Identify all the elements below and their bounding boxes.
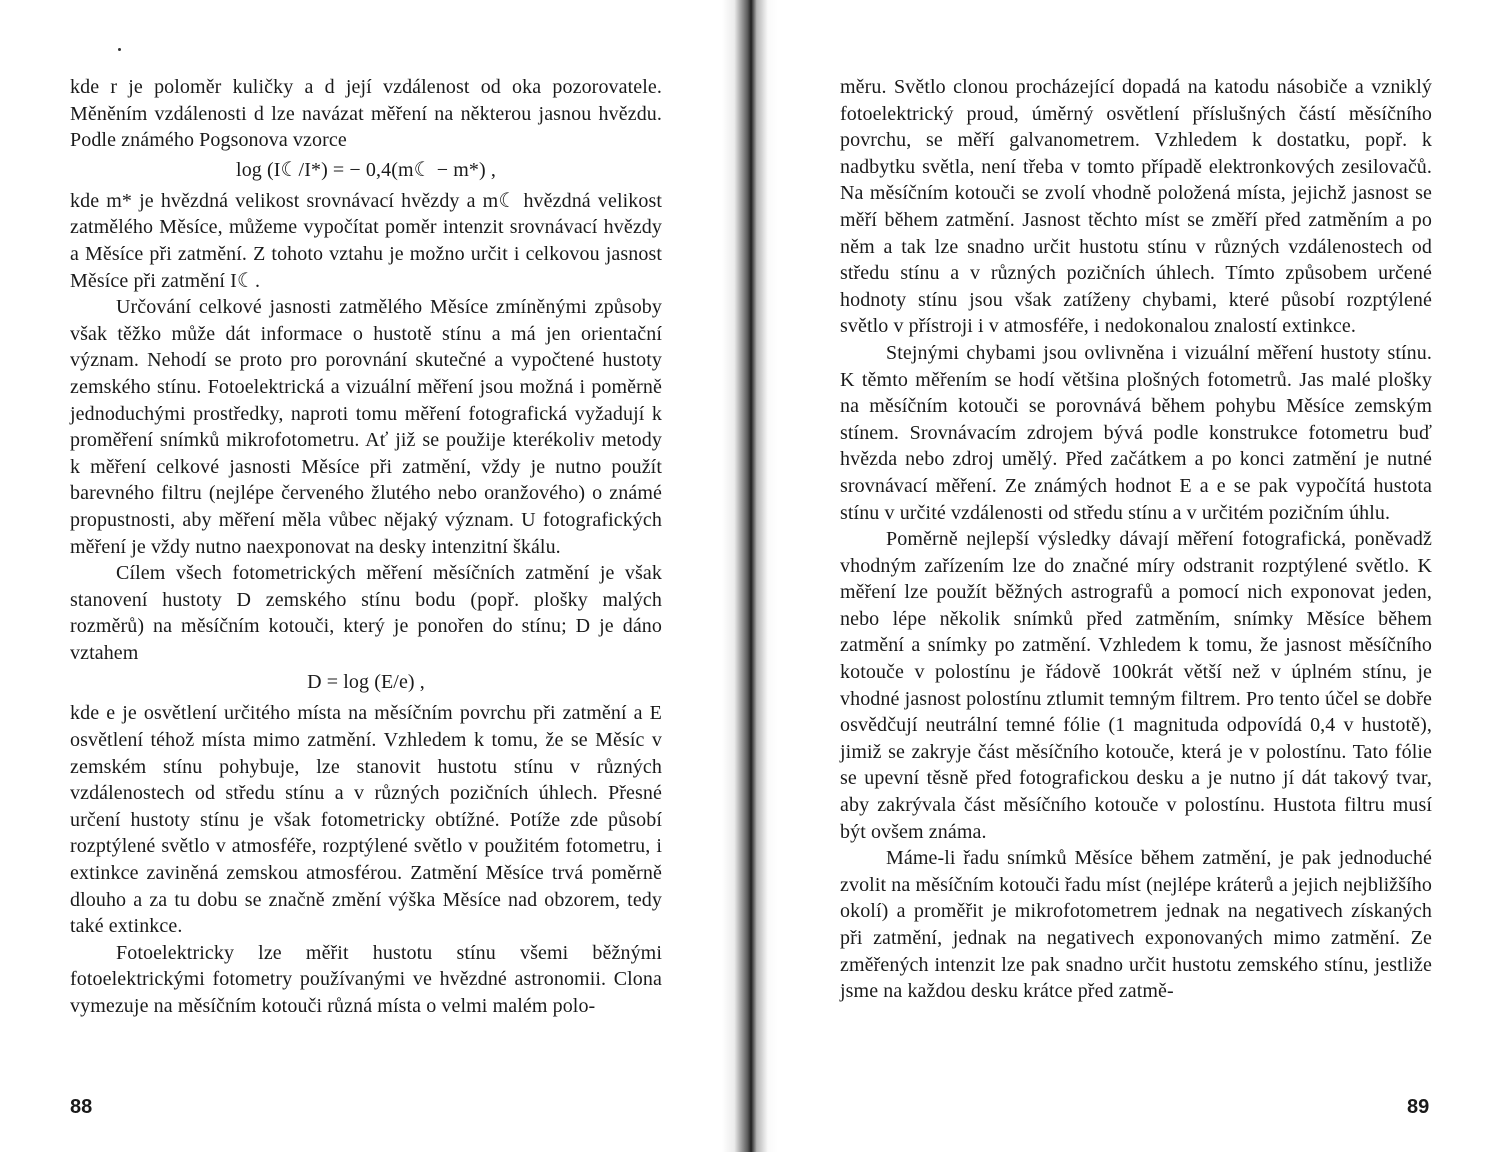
right-page-text: [840, 74, 1432, 1005]
paragraph: Cílem všech fotometrických měření měsíčních zatmění je však stanovení hustoty D zemského stínu bodu (popř. plošky malých rozměrů) na měsíčním kotouči, který je ponořen do stínu; D je dáno vztahem: [70, 562, 662, 664]
left-page-text: [70, 74, 662, 1020]
page-number: 88: [70, 1096, 93, 1118]
pogson-formula: log (I☾/I*) = − 0,4(m☾ − m*) ,: [236, 158, 496, 181]
right-page: [770, 0, 1506, 1152]
paragraph: Stejnými chybami jsou ovlivněna i vizuální měření hustoty stínu. K těmto měřením se hodí většina plošných fotometrů. Jas malé plošky na měsíčním kotouči se porovnává během pohybu Měsíce zemským stínem. Srovnávacím zdrojem bývá podle konstrukce fotometru buď hvězda nebo zdroj umělý. Před začátkem a po konci zatmění je nutné srovnávací měření. Ze známých hodnot E a e se pak vypočítá hustota stínu v určité vzdálenosti od středu stínu a v určitém pozičním úhlu.: [840, 341, 1432, 524]
paragraph: Fotoelektricky lze měřit hustotu stínu všemi běžnými fotoelektrickými fotometry používanými ve hvězdné astronomii. Clona vymezuje na měsíčním kotouči různá místa o velmi malém polo-: [70, 941, 662, 1017]
left-page: [0, 0, 736, 1152]
paragraph: Určování celkové jasnosti zatmělého Měsíce zmíněnými způsoby však těžko může dát informace o hustotě stínu a má jen orientační význam. Nehodí se proto pro porovnání skutečné a vypočtené hustoty zemského stínu. Fotoelektrická a vizuální měření jsou možná i poměrně jednoduchými prostředky, naproti tomu měření fotografická vyžadují k proměření snímků mikrofotometru. Ať již se použije kterékoliv metody k měření celkové jasnosti Měsíce při zatmění, vždy je nutno použít barevného filtru (nejlépe červeného žlutého nebo oranžového) o známé propustnosti, aby měření měla vůbec nějaký význam. U fotografických měření je vždy nutno naexponovat na desky intenzitní škálu.: [70, 296, 662, 558]
paragraph: kde e je osvětlení určitého místa na měsíčním povrchu při zatmění a E osvětlení téhož místa mimo zatmění. Vzhledem k tomu, že se Měsíc v zemském stínu pohybuje, lze stanovit hustotu stínu v různých vzdálenostech od středu stínu a v různých pozičních úhlech. Přesné určení hustoty stínu je však fotometricky obtížné. Potíže zde působí rozptýlené světlo v atmosféře, rozptýlené světlo v použitém fotometru, i extinkce zaviněná zemskou atmosférou. Zatmění Měsíce trvá poměrně dlouho a za tu dobu se značně změní výška Měsíce nad obzorem, tedy také extinkce.: [70, 702, 662, 938]
density-formula: D = log (E/e) ,: [307, 671, 425, 694]
paragraph: Poměrně nejlepší výsledky dávají měření fotografická, poněvadž vhodným zařízením lze do značné míry odstranit rozptýlené světlo. K měření lze použít běžných astrografů a pomocí nich exponovat jeden, nebo lépe několik snímků před zatměním, snímky Měsíce během zatmění a snímky po zatmění. Vzhledem k tomu, že jasnost měsíčního kotouče v polostínu je řádově 100krát větší než v úplném stínu, je vhodné jasnost polostínu ztlumit temným filtrem. Pro tento účel se dobře osvědčují neutrální temné fólie (1 magnituda odpovídá 0,4 v hustotě), jimiž se zakryje část měsíčního kotouče, která je v polostínu. Tato fólie se upevní těsně před fotografickou desku a je nutno jí dát takový tvar, aby zakrývala část měsíčního kotouče v polostínu. Hustota filtru musí být ovšem známa.: [840, 528, 1432, 843]
paragraph: Máme-li řadu snímků Měsíce během zatmění, je pak jednoduché zvolit na měsíčním kotouči řadu míst (nejlépe kráterů a jejich nejbližšího okolí) a proměřit je mikrofotometrem jednak na negativech získaných při zatmění, jednak na negativech exponovaných mimo zatmění. Ze změřených intenzit lze pak snadno určit hustotu zemského stínu, jestliže jsme na každou desku krátce před zatmě-: [840, 847, 1432, 1003]
paragraph: měru. Světlo clonou procházející dopadá na katodu násobiče a vzniklý fotoelektrický proud, úměrný osvětlení příslušných částí měsíčního povrchu, se měří galvanometrem. Vzhledem k dostatku, popř. k nadbytku světla, není třeba v tomto případě elektronkových zesilovačů. Na měsíčním kotouči se zvolí vhodně položená místa, jejichž jasnost se měří během zatmění. Jasnost těchto míst se změří před zatměním a po něm a tak lze snadno určit hustotu stínu v různých vzdálenostech od středu stínu a v různých pozičních úhlech. Tímto způsobem určené hodnoty stínu jsou však zatíženy chybami, které působí rozptýlené světlo v přístroji i v atmosféře, i nedokonalou znalostí extinkce.: [840, 76, 1432, 338]
paragraph: kde r je poloměr kuličky a d její vzdálenost od oka pozorovatele. Měněním vzdálenosti d lze navázat měření na některou jasnou hvězdu. Podle známého Pogsonova vzorce: [70, 76, 662, 152]
print-speck: [118, 48, 121, 51]
paragraph: kde m* je hvězdná velikost srovnávací hvězdy a m☾ hvězdná velikost zatmělého Měsíce, můžeme vypočítat poměr intenzit srovnávací hvězdy a Měsíce při zatmění. Z tohoto vztahu je možno určit i celkovou jasnost Měsíce při zatmění I☾.: [70, 189, 662, 292]
page-number: 89: [1407, 1096, 1430, 1118]
